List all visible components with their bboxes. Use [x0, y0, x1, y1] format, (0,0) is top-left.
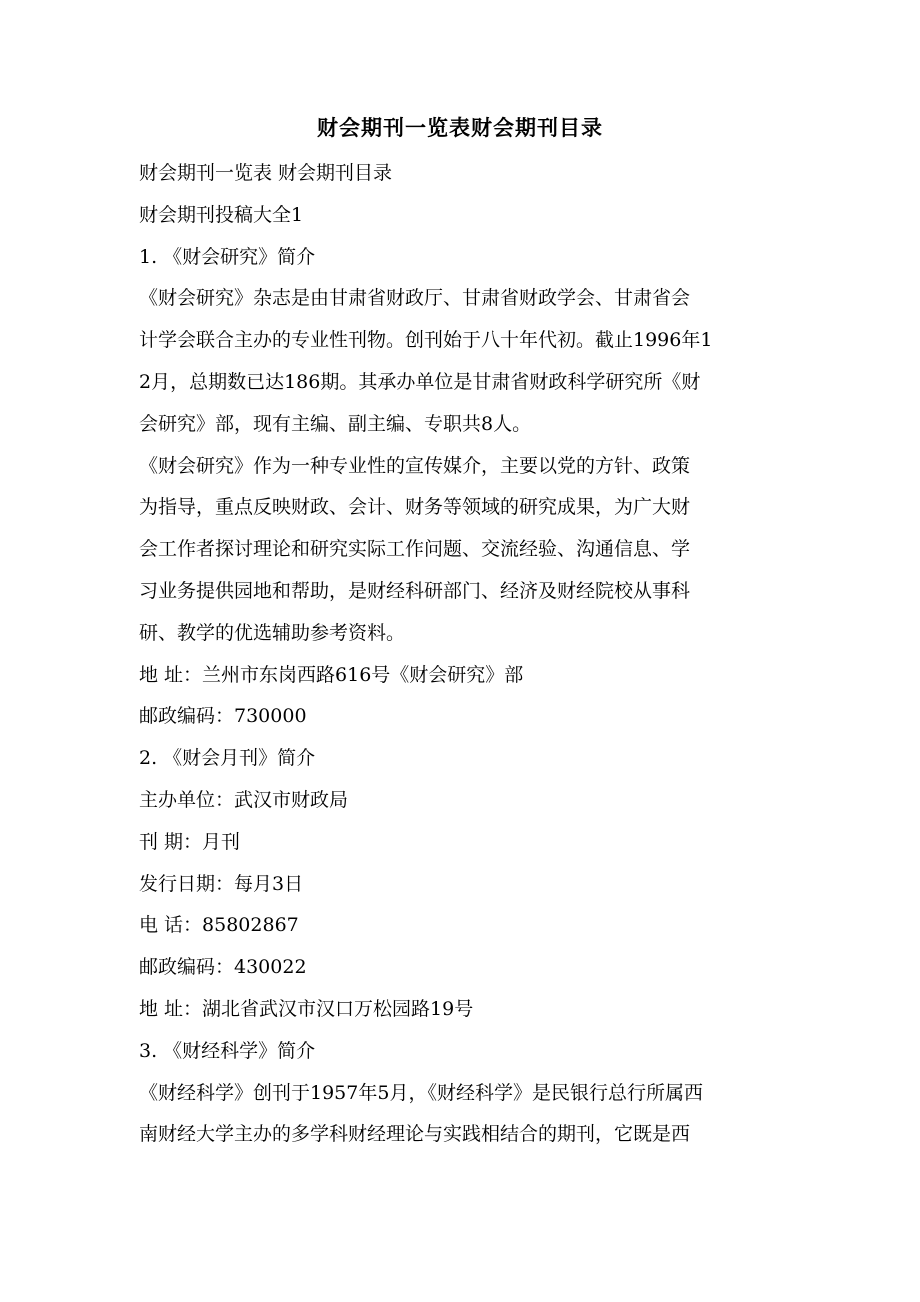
- issue-date-line: 发行日期：每月3日: [139, 872, 304, 895]
- section-heading: 1. 《财会研究》简介: [139, 245, 316, 268]
- paragraph-line: 《财会研究》杂志是由甘肃省财政厅、甘肃省财政学会、甘肃省会: [139, 287, 691, 310]
- address-line: 地 址：兰州市东岗西路616号《财会研究》部: [139, 663, 524, 686]
- text-line: 财会期刊投稿大全1: [139, 203, 304, 226]
- paragraph-line: 会研究》部，现有主编、副主编、专职共8人。: [139, 412, 532, 435]
- paragraph-line: 会工作者探讨理论和研究实际工作问题、交流经验、沟通信息、学: [139, 538, 691, 561]
- paragraph-line: 2月，总期数已达186期。其承办单位是甘肃省财政科学研究所《财: [139, 370, 701, 393]
- text-line: 财会期刊一览表 财会期刊目录: [139, 162, 393, 184]
- section-heading: 3. 《财经科学》简介: [139, 1039, 316, 1062]
- paragraph-line: 《财会研究》作为一种专业性的宣传媒介，主要以党的方针、政策: [139, 454, 691, 477]
- paragraph-line: 计学会联合主办的专业性刊物。创刊始于八十年代初。截止1996年1: [139, 329, 713, 352]
- postal-code-line: 邮政编码：730000: [139, 705, 307, 728]
- address-line: 地 址：湖北省武汉市汉口万松园路19号: [139, 997, 474, 1020]
- frequency-line: 刊 期：月刊: [139, 830, 241, 853]
- sponsor-line: 主办单位：武汉市财政局: [139, 788, 349, 811]
- paragraph-line: 南财经大学主办的多学科财经理论与实践相结合的期刊，它既是西: [139, 1123, 691, 1146]
- document-body: [139, 153, 779, 1156]
- paragraph-line: 习业务提供园地和帮助，是财经科研部门、经济及财经院校从事科: [139, 579, 691, 602]
- section-heading: 2. 《财会月刊》简介: [139, 747, 316, 770]
- phone-line: 电 话：85802867: [139, 914, 299, 937]
- document-title: 财会期刊一览表财会期刊目录: [317, 116, 603, 140]
- postal-code-line: 邮政编码：430022: [139, 956, 307, 979]
- paragraph-line: 研、教学的优选辅助参考资料。: [139, 621, 406, 644]
- paragraph-line: 为指导，重点反映财政、会计、财务等领域的研究成果，为广大财: [139, 496, 691, 519]
- paragraph-line: 《财经科学》创刊于1957年5月，《财经科学》是民银行总行所属西: [139, 1081, 703, 1104]
